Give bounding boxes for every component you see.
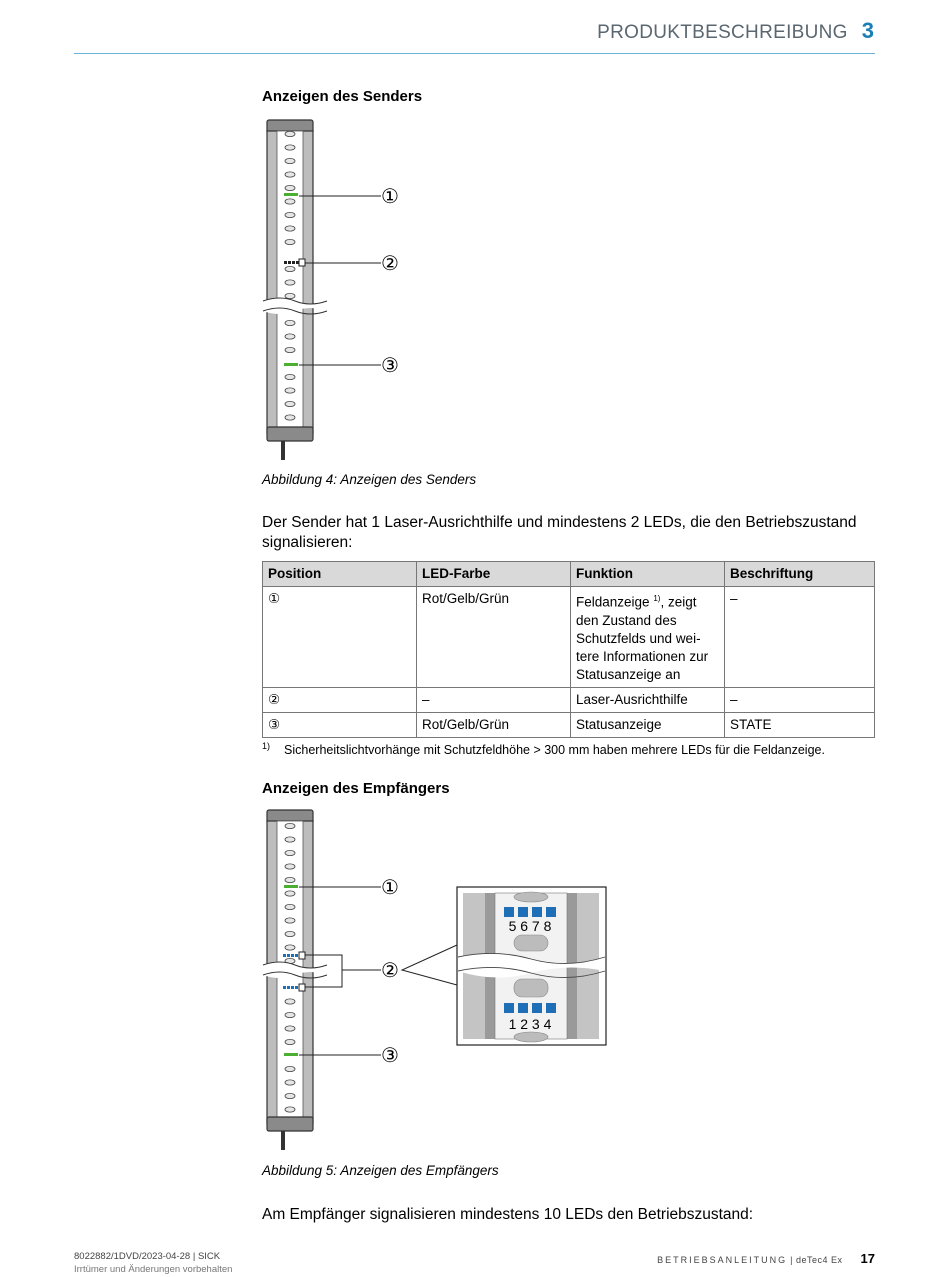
footer-disclaimer: Irrtümer und Änderungen vorbehalten bbox=[74, 1264, 233, 1275]
led-dot bbox=[285, 334, 295, 339]
receiver-intro: Am Empfänger signalisieren mindestens 10 LEDs den Betriebszustand: bbox=[262, 1206, 754, 1223]
led-dot bbox=[285, 904, 295, 909]
led-dot bbox=[285, 388, 295, 393]
receiver-field-led bbox=[284, 885, 298, 888]
footer-doc-type: BETRIEBSANLEITUNG bbox=[657, 1255, 788, 1265]
led-dot bbox=[285, 401, 295, 406]
receiver-figure bbox=[255, 805, 615, 1155]
cell-position: ② bbox=[263, 687, 417, 712]
led-dot bbox=[285, 280, 295, 285]
footnote bbox=[262, 743, 825, 757]
led-dot bbox=[285, 850, 295, 855]
led-dot bbox=[285, 877, 295, 882]
table-row bbox=[263, 587, 875, 688]
footer-product: deTec4 Ex bbox=[796, 1255, 843, 1265]
led-dot bbox=[285, 864, 295, 869]
led-dot bbox=[285, 931, 295, 936]
led-dot bbox=[285, 1080, 295, 1085]
sender-led-table bbox=[262, 561, 875, 738]
header-divider bbox=[74, 53, 875, 54]
led-dot bbox=[285, 1039, 295, 1044]
cell-label: – bbox=[725, 587, 875, 688]
cell-label: – bbox=[725, 687, 875, 712]
led-dot bbox=[285, 172, 295, 177]
sender-bottom-cap bbox=[267, 427, 313, 441]
led-dot bbox=[285, 999, 295, 1004]
sender-status-led bbox=[284, 363, 298, 366]
footnote-ref: 1) bbox=[653, 594, 661, 603]
led-dot bbox=[285, 131, 295, 136]
detail-numbers-bottom: 1 2 3 4 bbox=[508, 1016, 552, 1032]
led-dot bbox=[285, 199, 295, 204]
led-dot bbox=[285, 185, 295, 190]
sender-callout-3: ③ bbox=[381, 353, 399, 377]
footnote-mark: 1) bbox=[262, 741, 271, 751]
cell-function: Statusanzeige bbox=[571, 712, 725, 737]
table-row bbox=[263, 712, 875, 737]
cell-position: ① bbox=[263, 587, 417, 688]
sender-field-led bbox=[284, 193, 298, 196]
table-row bbox=[263, 687, 875, 712]
led-dot bbox=[285, 266, 295, 271]
led-dot bbox=[285, 212, 295, 217]
section-number: 3 bbox=[861, 18, 874, 43]
led-dot bbox=[285, 293, 295, 298]
footnote-text: Sicherheitslichtvorhänge mit Schutzfeldhöhe > 300 mm haben mehrere LEDs für die Feldanzeige. bbox=[284, 743, 825, 757]
led-dot bbox=[285, 239, 295, 244]
led-dot bbox=[285, 918, 295, 923]
led-dot bbox=[285, 1026, 295, 1031]
figure-5-caption: Abbildung 5: Anzeigen des Empfängers bbox=[262, 1163, 499, 1178]
cell-function: Laser-Ausrichthilfe bbox=[571, 687, 725, 712]
receiver-callout-1: ① bbox=[381, 875, 399, 899]
sender-heading: Anzeigen des Senders bbox=[262, 88, 423, 105]
figure-4-caption: Abbildung 4: Anzeigen des Senders bbox=[262, 472, 477, 487]
section-title: PRODUKTBESCHREIBUNG bbox=[597, 22, 848, 43]
col-function: Funktion bbox=[571, 562, 725, 587]
led-dot bbox=[285, 1093, 295, 1098]
col-label: Beschriftung bbox=[725, 562, 875, 587]
table-header-row bbox=[263, 562, 875, 587]
led-dot bbox=[285, 226, 295, 231]
receiver-callout-2: ② bbox=[381, 958, 399, 982]
cell-color: Rot/Gelb/Grün bbox=[417, 712, 571, 737]
col-position: Position bbox=[263, 562, 417, 587]
sender-intro: Der Sender hat 1 Laser-Ausrichthilfe und mindestens 2 LEDs, die den Betriebszustand signalisieren: bbox=[262, 514, 857, 551]
led-dot bbox=[285, 415, 295, 420]
detail-numbers-top: 5 6 7 8 bbox=[508, 918, 552, 934]
led-dot bbox=[285, 891, 295, 896]
sender-figure bbox=[255, 115, 425, 465]
receiver-detail-zoom bbox=[457, 887, 606, 1045]
cell-color: – bbox=[417, 687, 571, 712]
footer-left bbox=[74, 1250, 232, 1276]
cell-color: Rot/Gelb/Grün bbox=[417, 587, 571, 688]
sender-callout-2: ② bbox=[381, 251, 399, 275]
led-dot bbox=[285, 320, 295, 325]
col-led-color: LED-Farbe bbox=[417, 562, 571, 587]
sender-callout-1: ① bbox=[381, 184, 399, 208]
led-dot bbox=[285, 837, 295, 842]
led-dot bbox=[285, 1107, 295, 1112]
footer-doc-id: 8022882/1DVD/2023-04-28 | SICK bbox=[74, 1251, 221, 1262]
receiver-callout-3: ③ bbox=[381, 1043, 399, 1067]
receiver-heading: Anzeigen des Empfängers bbox=[262, 780, 450, 797]
led-dot bbox=[285, 1066, 295, 1071]
cell-function bbox=[571, 587, 725, 688]
receiver-status-led bbox=[284, 1053, 298, 1056]
led-dot bbox=[285, 145, 295, 150]
led-dot bbox=[285, 1012, 295, 1017]
cell-position: ③ bbox=[263, 712, 417, 737]
page-header bbox=[597, 18, 874, 44]
receiver-bottom-cap bbox=[267, 1117, 313, 1131]
led-dot bbox=[285, 347, 295, 352]
function-text-cont: , zeigt den Zustand des Schutzfelds und weitere Informationen zur Statusanzeige an bbox=[576, 594, 709, 682]
footer-doc-info bbox=[657, 1250, 842, 1268]
cell-label: STATE bbox=[725, 712, 875, 737]
led-dot bbox=[285, 945, 295, 950]
footer-right bbox=[657, 1250, 875, 1268]
led-dot bbox=[285, 374, 295, 379]
led-dot bbox=[285, 158, 295, 163]
footer-separator: | bbox=[787, 1255, 796, 1265]
function-text: Feldanzeige bbox=[576, 594, 654, 610]
page-number: 17 bbox=[860, 1251, 875, 1266]
led-dot bbox=[285, 823, 295, 828]
